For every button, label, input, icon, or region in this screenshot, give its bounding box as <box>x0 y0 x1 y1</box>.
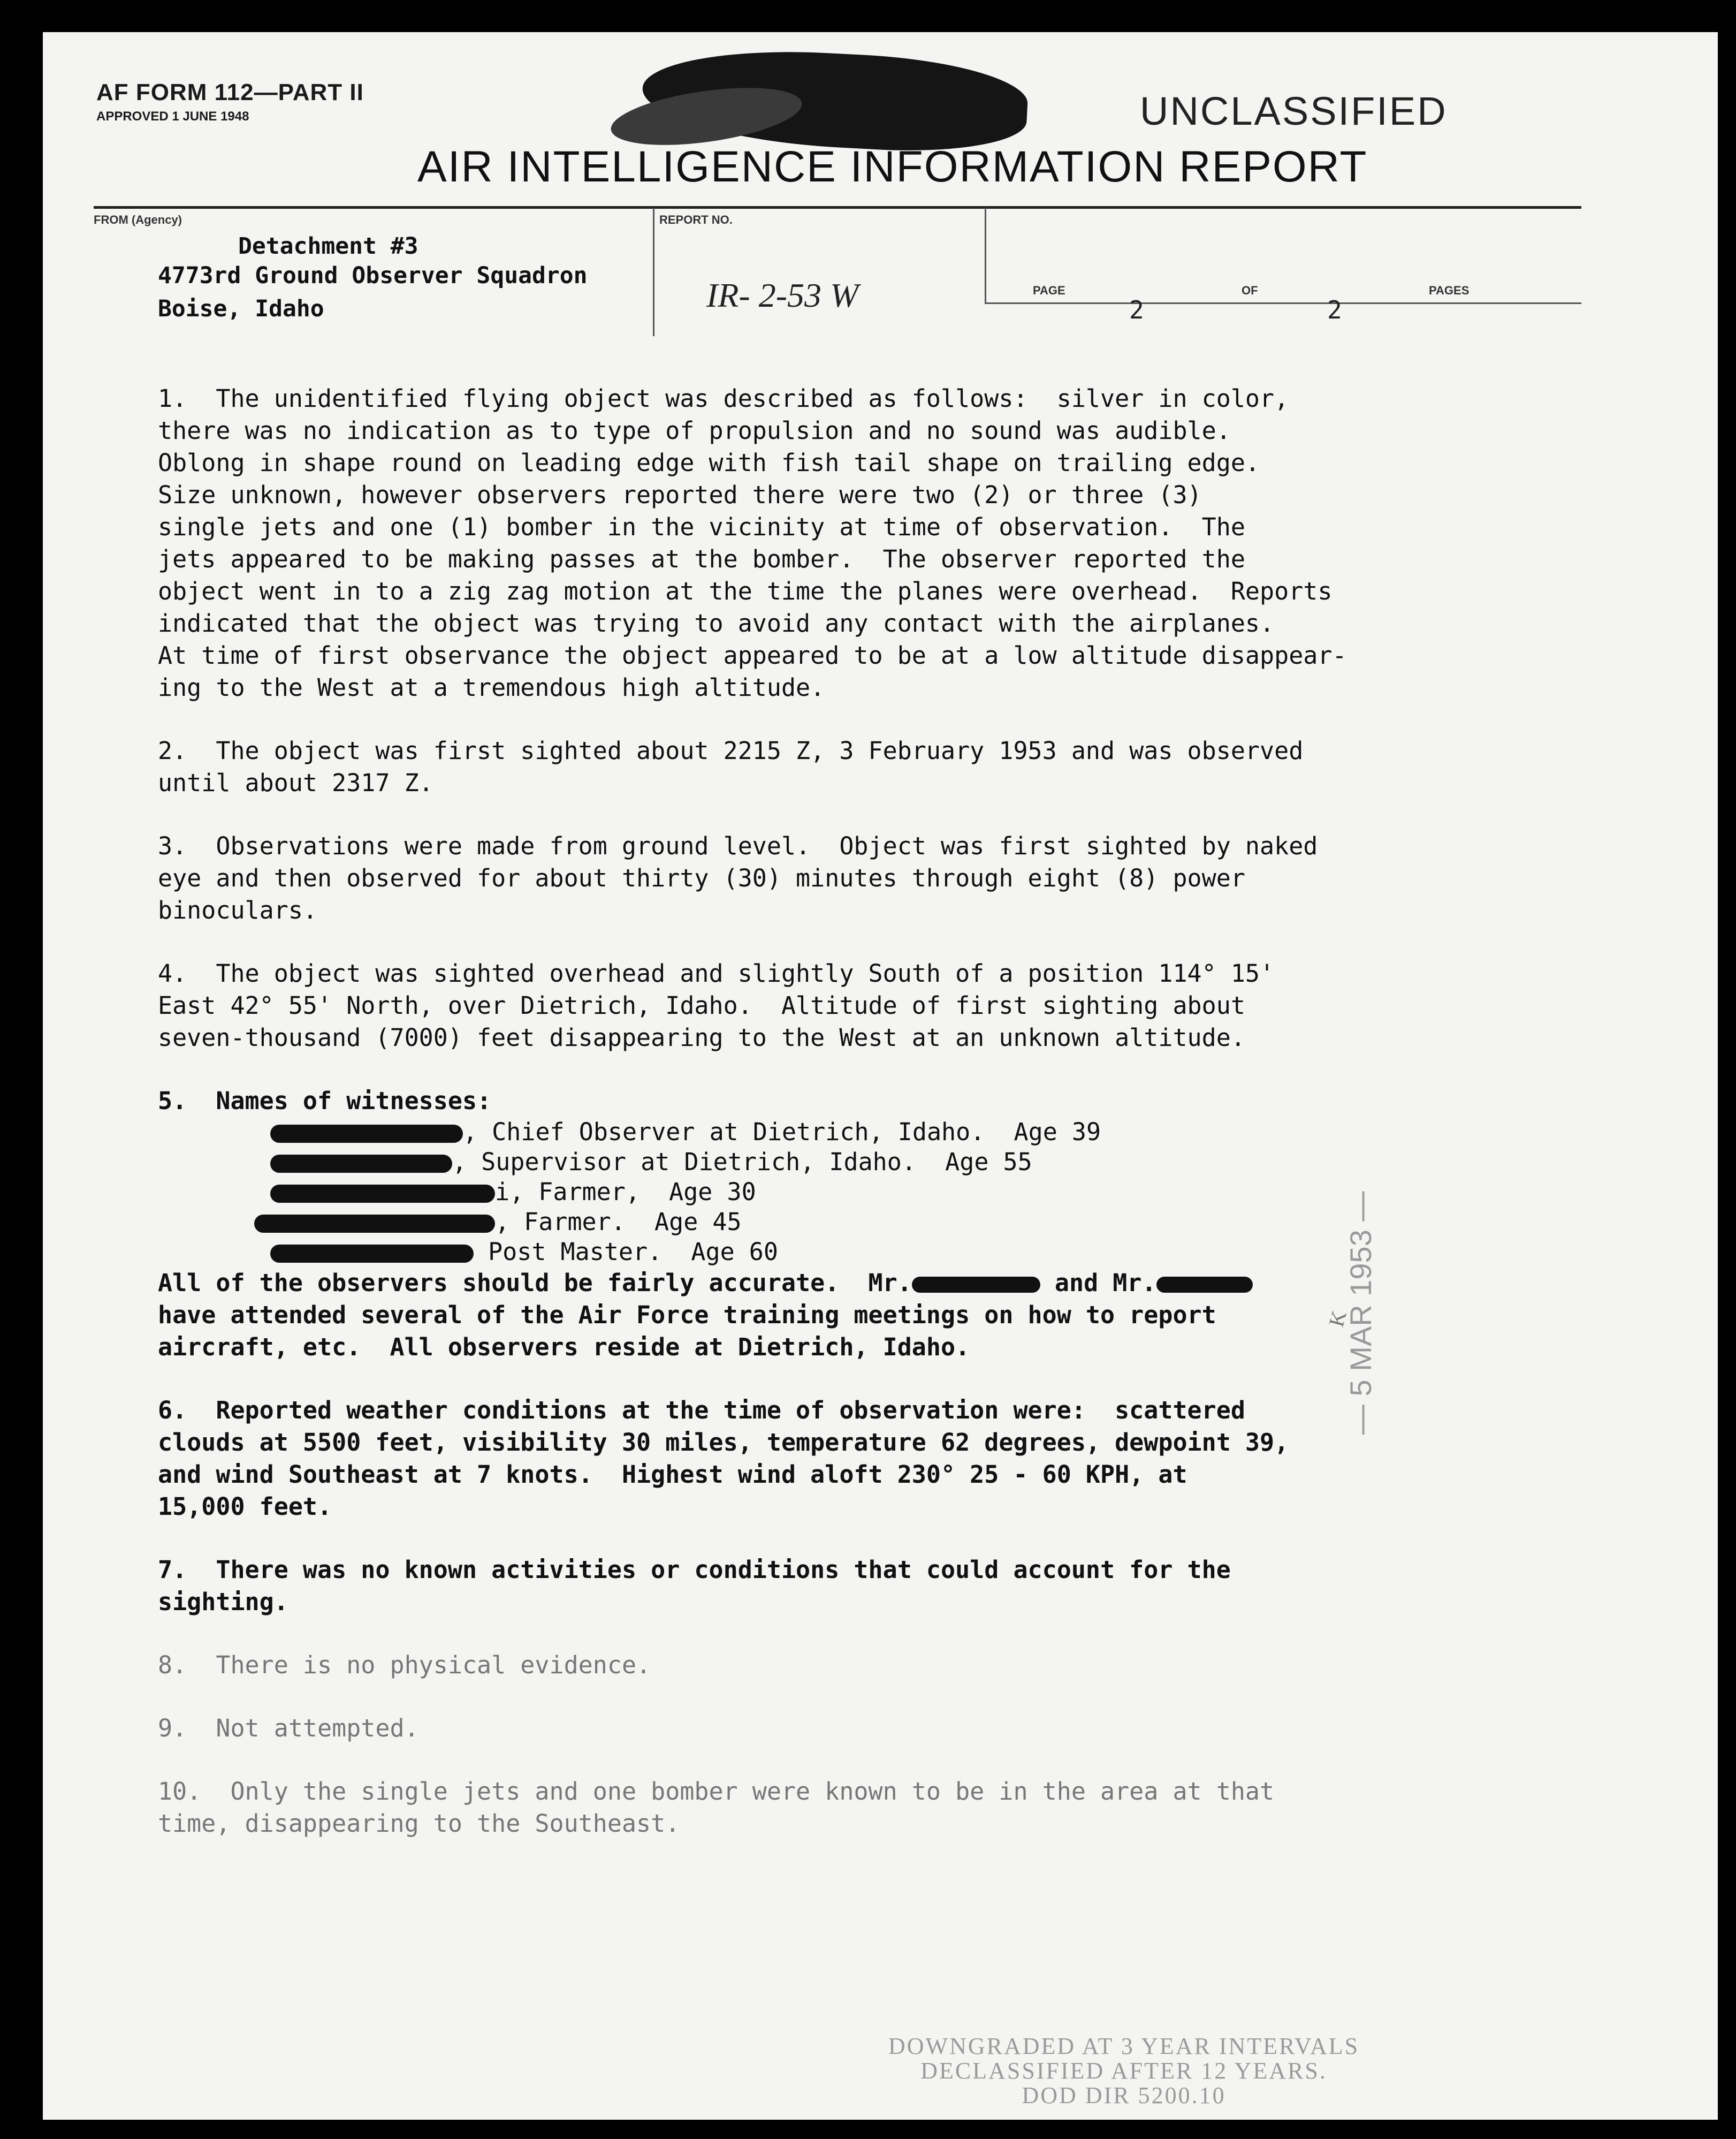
handwritten-mark: K <box>1323 1308 1351 1330</box>
form-number: AF FORM 112—PART II <box>96 79 364 105</box>
paragraph-8: 8. There is no physical evidence. <box>158 1651 651 1679</box>
witness-entry: , Chief Observer at Dietrich, Idaho. Age 39 <box>270 1117 1576 1147</box>
page-box-rule <box>985 302 1581 304</box>
header-divider <box>985 208 986 304</box>
document-page <box>43 32 1718 2120</box>
witness-entry: , Farmer. Age 45 <box>254 1207 1576 1237</box>
paragraph-4: 4. The object was sighted overhead and slightly South of a position 114° 15' East 42° 55' North, over Dietrich, Idaho. Altitude of first sighting about seven-thousand (7000) feet disappearing to the West at an unknown altitude. <box>158 959 1275 1052</box>
paragraph-2: 2. The object was first sighted about 2215 Z, 3 February 1953 and was observed until about 2317 Z. <box>158 737 1304 797</box>
redacted-name <box>270 1125 463 1143</box>
from-line-2: 4773rd Ground Observer Squadron <box>158 262 588 289</box>
paragraph-3: 3. Observations were made from ground level. Object was first sighted by naked eye and then observed for about thirty (30) minutes through eight (8) power binoculars. <box>158 832 1318 924</box>
of-label: OF <box>1242 284 1258 297</box>
page-number: 2 <box>1129 295 1144 324</box>
redacted-name <box>270 1155 452 1173</box>
report-number: IR- 2-53 W <box>706 276 859 314</box>
receipt-stamp: — 5 MAR 1953 — <box>1344 1191 1377 1435</box>
report-no-label: REPORT NO. <box>659 213 733 226</box>
redacted-name <box>912 1277 1040 1293</box>
witnesses-note: All of the observers should be fairly accurate. Mr. and Mr. have attended several of the Air Force training meetings on how to report aircraft, etc. All observers reside at Dietrich, Idaho. <box>158 1267 1576 1363</box>
redacted-name <box>1156 1277 1253 1293</box>
paragraph-7: 7. There was no known activities or conditions that could account for the sighting. <box>158 1556 1231 1616</box>
report-title: AIR INTELLIGENCE INFORMATION REPORT <box>417 142 1368 191</box>
from-line-3: Boise, Idaho <box>158 295 324 322</box>
form-identifier <box>96 79 364 124</box>
page-total: 2 <box>1327 295 1342 324</box>
header-divider <box>653 208 654 336</box>
redacted-name <box>270 1245 474 1263</box>
redacted-name <box>270 1185 495 1203</box>
paragraph-1: 1. The unidentified flying object was described as follows: silver in color, there was no indication as to type of propulsion and no sound was audible. Oblong in shape round on leading edge with fish tail shape on trailing edge. Size unknown, however observers reported there were two (2) or three (3) single jets and one (1) bomber in the vicinity at time of observation. The jets appeared to be making passes at the bomber. The observer reported the object went in to a zig zag motion at the time the planes were overhead. Reports indicated that the object was trying to avoid any contact with the airplanes. At time of first observance the object appeared to be at a low altitude disappear- ing to the West at a tremendous high altitude. <box>158 384 1347 702</box>
form-approved-date: APPROVED 1 JUNE 1948 <box>96 109 249 124</box>
declassification-marking: DOWNGRADED AT 3 YEAR INTERVALS DECLASSIFIED AFTER 12 YEARS. DOD DIR 5200.10 <box>888 2033 1360 2108</box>
witness-entry: Post Master. Age 60 <box>270 1237 1576 1267</box>
redacted-name <box>254 1215 495 1233</box>
paragraph-6: 6. Reported weather conditions at the time of observation were: scattered clouds at 5500 feet, visibility 30 miles, temperature 62 degrees, dewpoint 39, and wind Southeast at 7 knots. Highest wind aloft 230° 25 - 60 KPH, at 15,000 feet. <box>158 1396 1289 1521</box>
witnesses-heading: 5. Names of witnesses: <box>158 1087 492 1115</box>
report-body <box>158 383 1576 1871</box>
classification-stamp: UNCLASSIFIED <box>1140 89 1448 133</box>
paragraph-9: 9. Not attempted. <box>158 1714 419 1742</box>
from-line-1: Detachment #3 <box>238 233 418 260</box>
page-label: PAGE <box>1033 284 1065 297</box>
witness-list <box>270 1117 1576 1267</box>
witness-entry: i, Farmer, Age 30 <box>270 1177 1576 1207</box>
header-rule <box>94 206 1581 209</box>
paragraph-10: 10. Only the single jets and one bomber were known to be in the area at that time, disappearing to the Southeast. <box>158 1777 1275 1838</box>
from-label: FROM (Agency) <box>94 213 182 226</box>
pages-label: PAGES <box>1429 284 1469 297</box>
witness-entry: , Supervisor at Dietrich, Idaho. Age 55 <box>270 1147 1576 1177</box>
